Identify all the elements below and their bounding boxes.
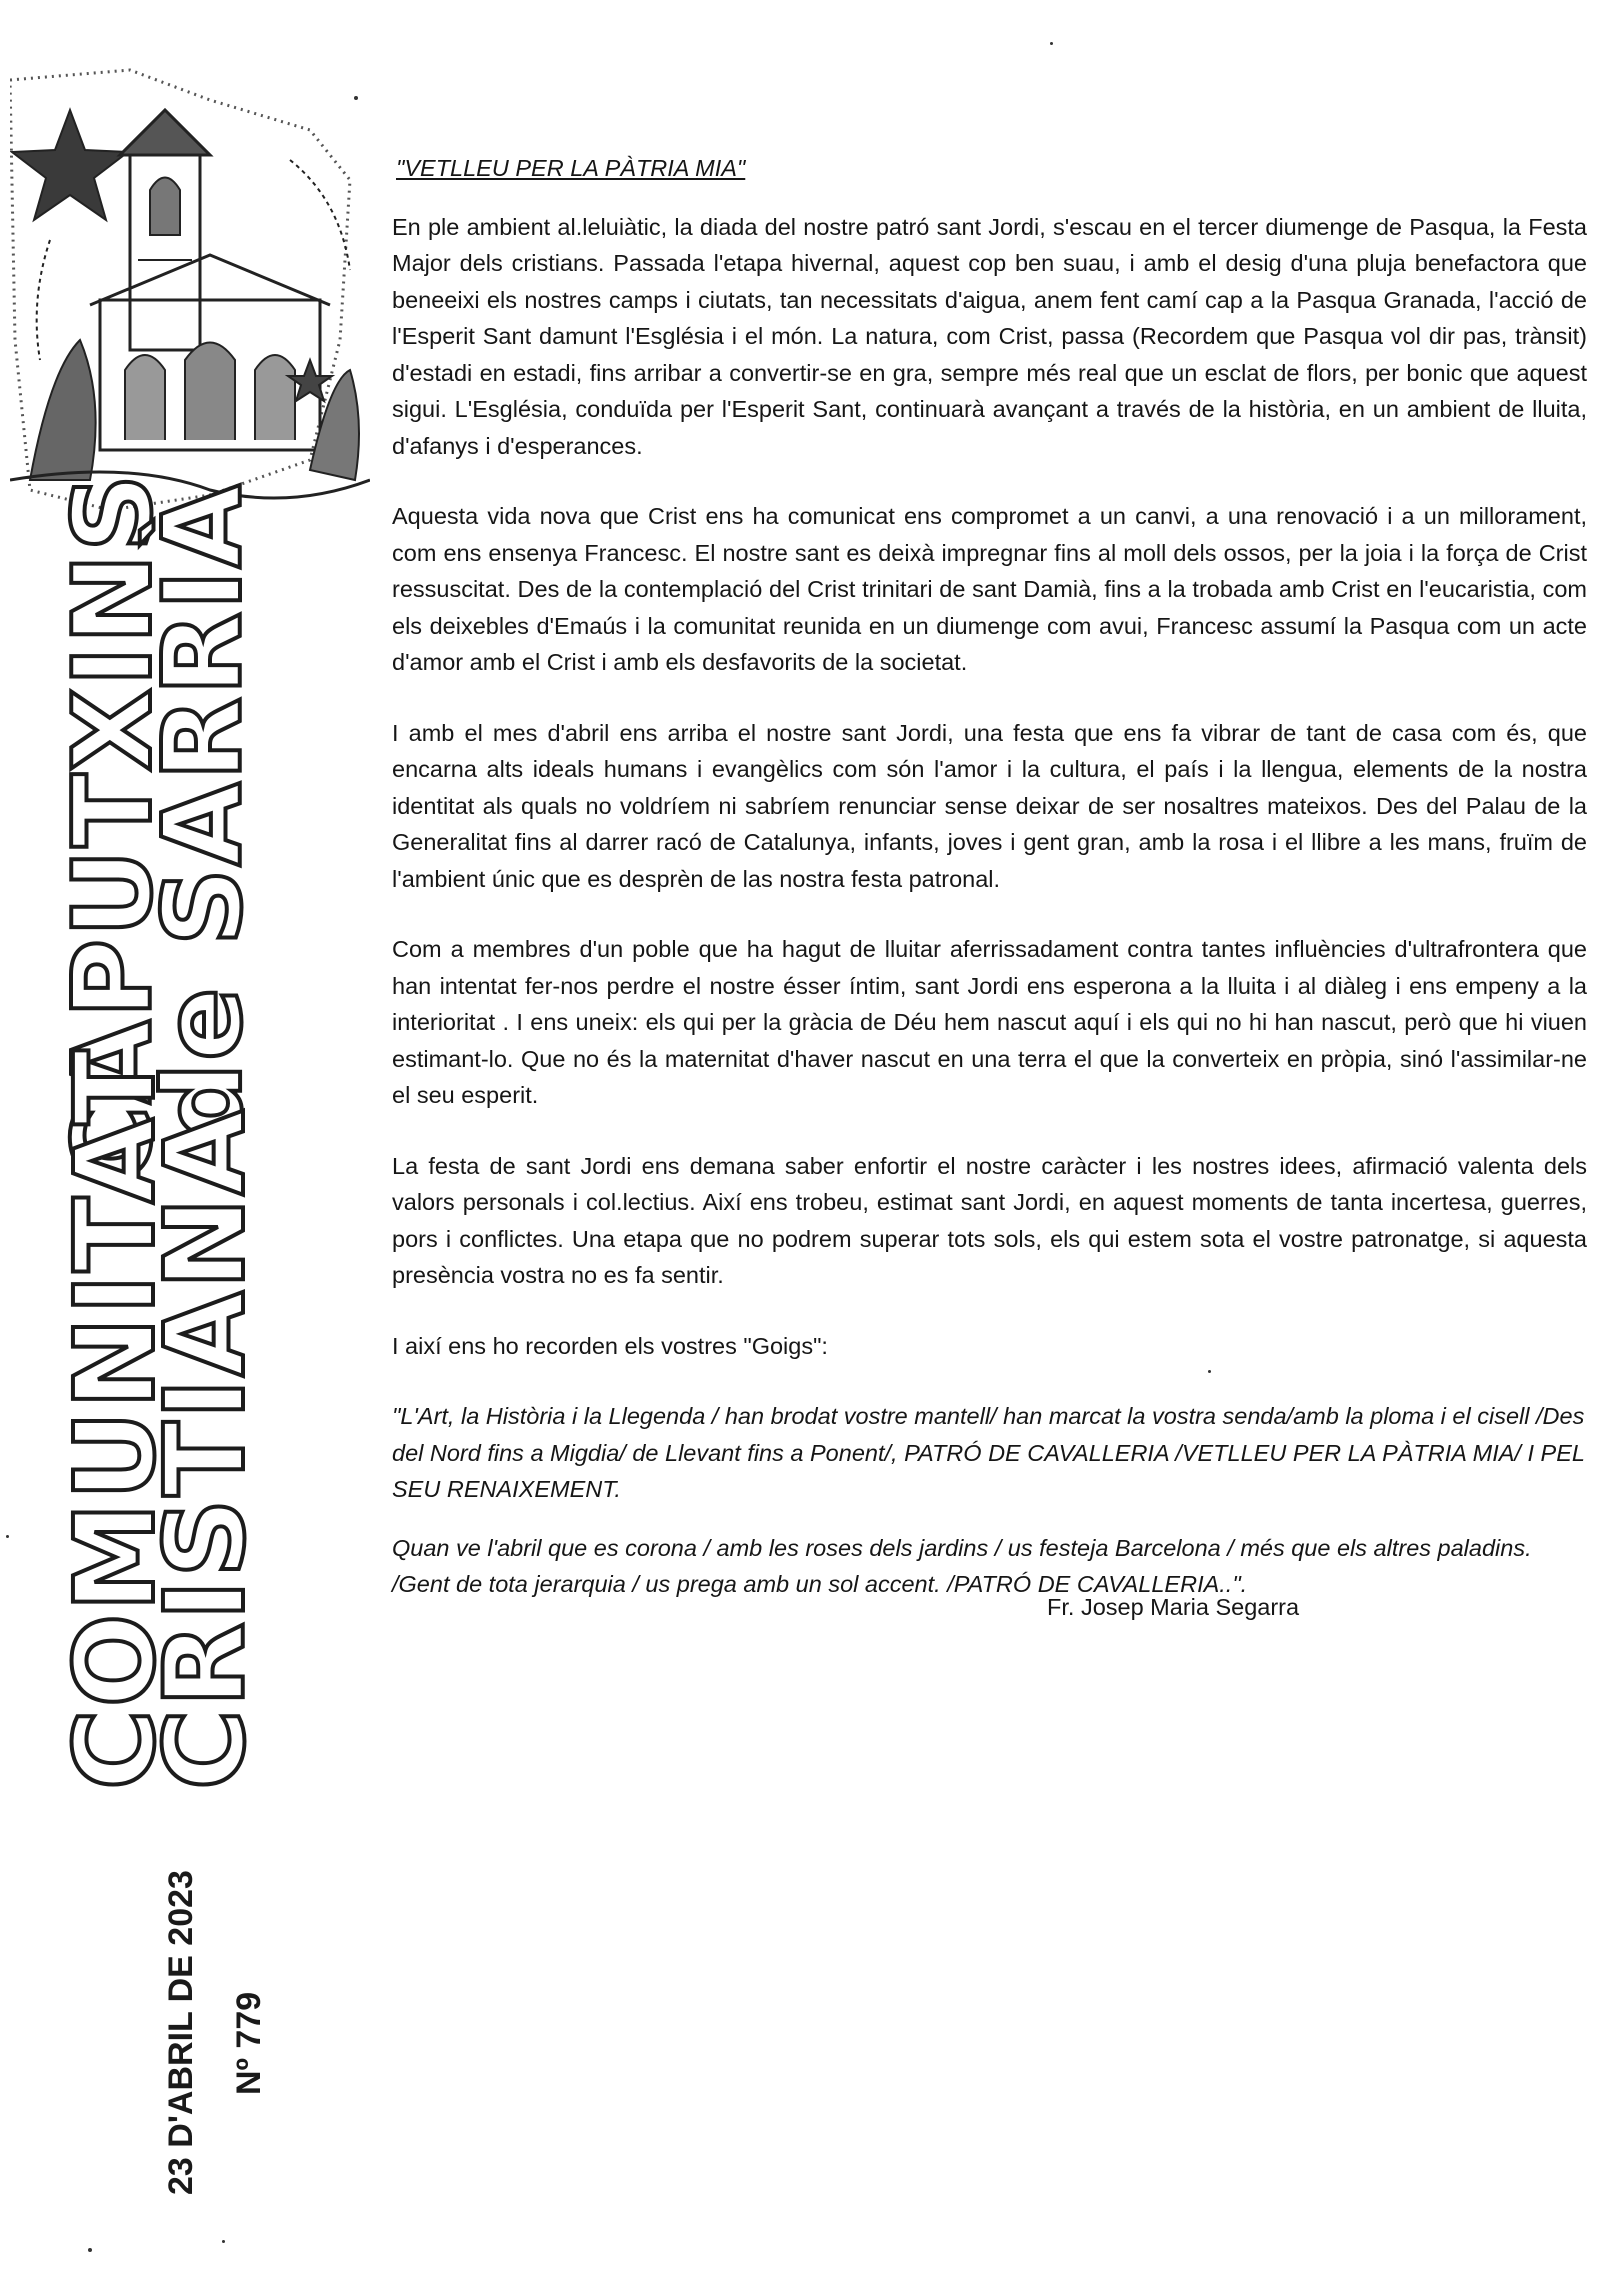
goigs-quote-1: "L'Art, la Història i la Llegenda / han brodat vostre mantell/ han marcat la vostra senda/amb la ploma i el cisell /Des del Nord fins a Migdia/ de Llevant fins a Ponent/, PATRÓ DE CAVALLERIA /VETLLEU PER LA PÀTRIA MIA/ I PEL SEU RENAIXEMENT. [392, 1403, 1585, 1502]
scan-speck [1050, 42, 1053, 45]
scan-speck [1208, 1370, 1211, 1373]
sidebar-title-line1: CAPUTXINS [51, 472, 176, 1185]
article-paragraph: I així ens ho recorden els vostres "Goigs": [392, 1332, 828, 1359]
article-paragraph: Aquesta vida nova que Crist ens ha comunicat ens compromet a un canvi, a una renovació i a un millorament, com ens ensenya Francesc. El nostre sant es deixà impregnar fins al moll dels ossos, per la joia i la força de Crist ressuscitat. Des de la contemplació del Crist trinitari de sant Damià, fins a la trobada amb Crist en l'eucaristia, com els deixebles d'Emaús i la comunitat reunida en un diumenge com avui, Francesc assumí la Pasqua com un acte d'amor amb el Crist i amb els desfavorits de la societat. [392, 503, 1587, 675]
church-illustration [10, 40, 370, 510]
sidebar-community-line2: CRISTIANA [141, 1108, 269, 1790]
article-paragraph: La festa de sant Jordi ens demana saber enfortir el nostre caràcter i les nostres idees, afirmació valenta dels valors personals i col.lectius. Així ens trobeu, estimat sant Jordi, en aquest moments de tanta incertesa, guerres, pors i conflictes. Una etapa que no podrem superar tots sols, els qui estem sota el vostre patronatge, si aquesta presència vostra no es fa sentir. [392, 1152, 1587, 1288]
article-paragraph: Com a membres d'un poble que ha hagut de lluitar aferrissadament contra tantes influències d'ultrafrontera que han intentat fer-nos perdre el nostre ésser íntim, sant Jordi ens esperona a la lluita i al diàleg i ens empeny a la interioritat . I ens uneix: els qui per la gràcia de Déu hem nascut aquí i els qui no hi han nascut, però que hi viuen estimant-lo. Que no és la maternitat d'haver nascut en una terra el que la converteix en pròpia, sinó l'assimilar-ne el seu esperit. [392, 936, 1587, 1108]
issue-number: Nº 779 [230, 1991, 268, 2095]
scan-speck [354, 96, 358, 100]
scan-speck [222, 2240, 225, 2243]
sidebar-community-line1: COMUNITAT [51, 1047, 179, 1790]
goigs-quote-2: Quan ve l'abril que es corona / amb les roses dels jardins / us festeja Barcelona / més que els altres paladins. /Gent de tota jerarquia / us prega amb un sol accent. /PATRÓ DE CAVALLERIA..". [392, 1534, 1532, 1597]
article-paragraph: En ple ambient al.leluiàtic, la diada del nostre patró sant Jordi, s'escau en el tercer diumenge de Pasqua, la Festa Major dels cristians. Passada l'etapa hivernal, aquest cop ben suau, i amb el desig d'una pluja benefactora que beneeixi els nostres camps i ciutats, tan necessitats d'aigua, anem fent camí cap a la Pasqua Granada, l'acció de l'Esperit Sant damunt l'Església i el món. La natura, com Crist, passa (Recordem que Pasqua vol dir pas, trànsit) d'estadi en estadi, fins arribar a convertir-se en gra, sempre més real que un esclat de flors, per bonic que aquest sigui. L'Església, conduïda per l'Esperit Sant, continuarà avançant a través de la història, en un ambient de lluita, d'afanys i d'esperances. [392, 213, 1587, 459]
article-title: "VETLLEU PER LA PÀTRIA MIA" [396, 155, 746, 181]
sidebar-title-line2: de SARRIÀ [141, 482, 266, 1140]
article-paragraph: I amb el mes d'abril ens arriba el nostre sant Jordi, una festa que ens fa vibrar de tant de casa com és, que encarna alts ideals humans i evangèlics com són l'amor i la cultura, el país i la llengua, elements de la nostra identitat als quals no voldríem ni sabríem renunciar sense deixar de ser nosaltres mateixos. Des del Palau de la Generalitat fins al darrer racó de Catalunya, infants, joves i gent gran, amb la rosa i el llibre a les mans, fruïm de l'ambient únic que es desprèn de las nostra festa patronal. [392, 719, 1587, 892]
scan-speck [6, 1535, 9, 1538]
issue-date: 23 D'ABRIL DE 2023 [162, 1870, 200, 2195]
signature: Fr. Josep Maria Segarra [1047, 1593, 1300, 1620]
article [392, 150, 1587, 1625]
scan-speck [88, 2248, 92, 2252]
